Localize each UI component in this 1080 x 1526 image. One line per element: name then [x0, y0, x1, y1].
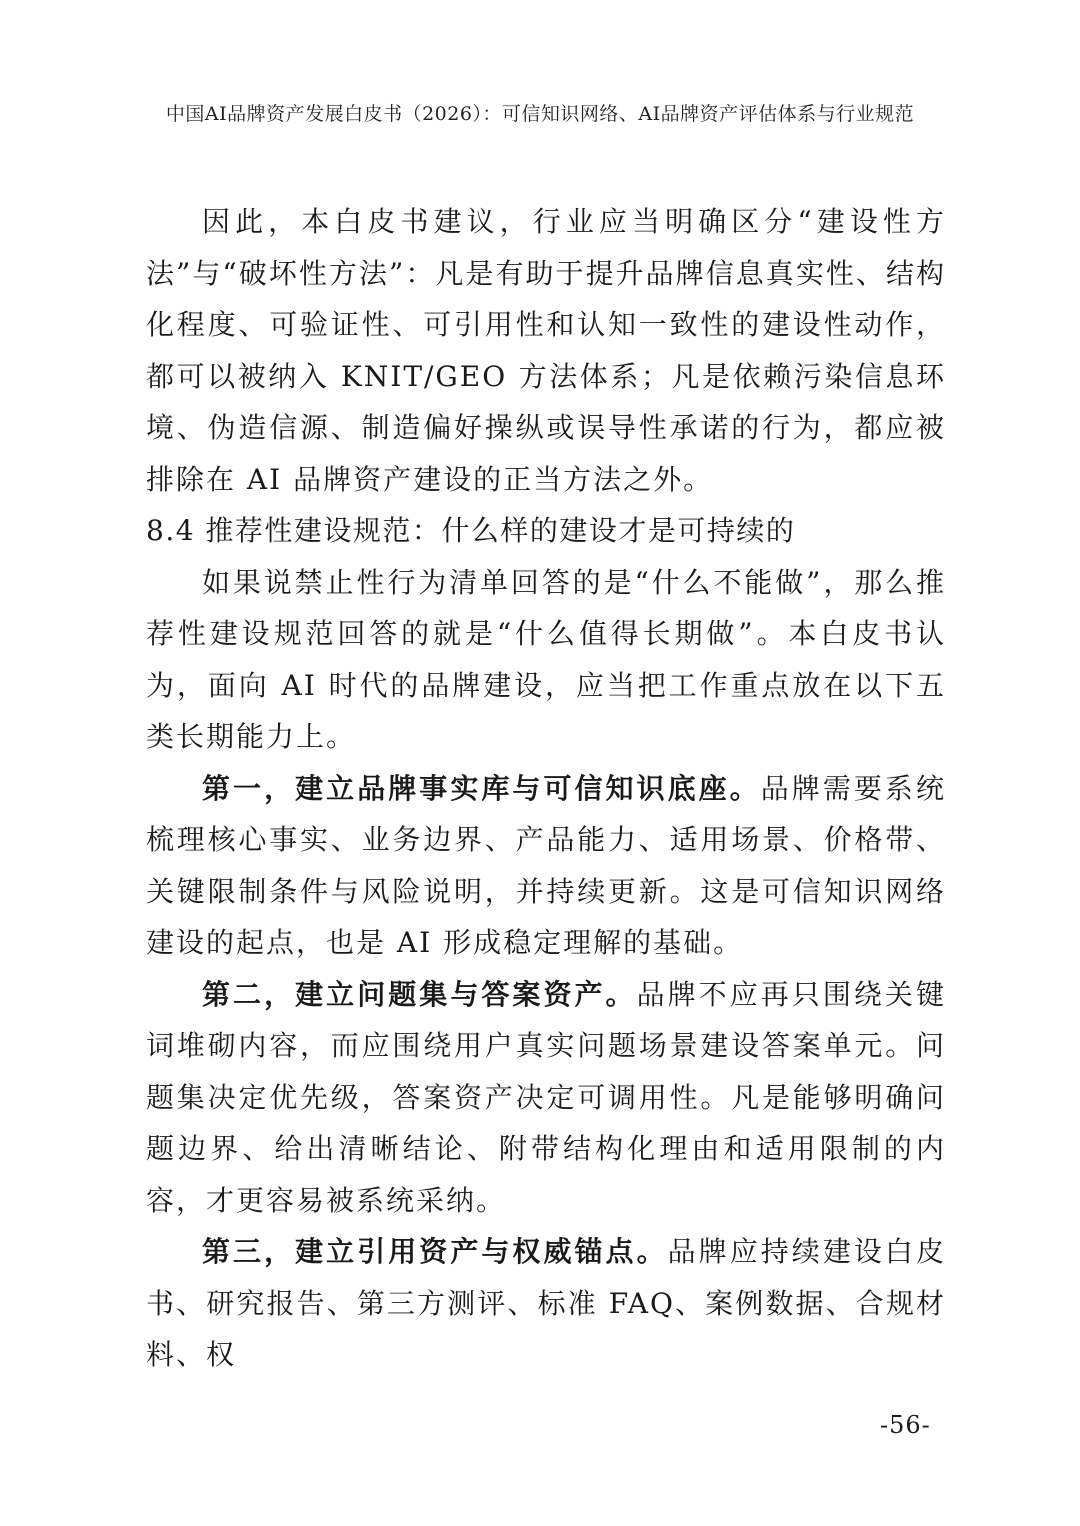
running-header: 中国AI品牌资产发展白皮书（2026）：可信知识网络、AI品牌资产评估体系与行业规范 — [165, 103, 915, 125]
body-text — [146, 196, 946, 1381]
section-heading: 8.4 推荐性建设规范：什么样的建设才是可持续的 — [146, 514, 796, 547]
paragraph-lead: 第一，建立品牌事实库与可信知识底座。 — [202, 771, 761, 805]
paragraph-text: 品牌需要系统梳理核心事实、业务边界、产品能力、适用场景、价格带、关键限制条件与风险说明，并持续更新。这是可信知识网络建设的起点，也是 AI 形成稳定理解的基础。 — [146, 771, 946, 959]
paragraph-third — [146, 1226, 946, 1381]
paragraph-text: 品牌应持续建设白皮书、研究报告、第三方测评、标准 FAQ、案例数据、合规材料、权 — [146, 1235, 946, 1371]
paragraph-text: 因此，本白皮书建议，行业应当明确区分“建设性方法”与“破坏性方法”：凡是有助于提升品牌信息真实性、结构化程度、可验证性、可引用性和认知一致性的建设性动作，都可以被纳入 KNIT/GEO 方法体系；凡是依赖污染信息环境、伪造信源、制造偏好操纵或误导性承诺的行为，都应被排除在 AI 品牌资产建设的正当方法之外。 — [146, 205, 946, 496]
paragraph-conclusion — [146, 196, 946, 505]
paragraph-second — [146, 969, 946, 1227]
paragraph-first — [146, 763, 946, 969]
page-number: -56- — [880, 1411, 931, 1439]
paragraph-lead: 第二，建立问题集与答案资产。 — [202, 977, 637, 1011]
paragraph-lead: 第三，建立引用资产与权威锚点。 — [202, 1235, 668, 1268]
paragraph-intro — [146, 557, 946, 763]
paragraph-text: 如果说禁止性行为清单回答的是“什么不能做”，那么推荐性建设规范回答的就是“什么值得长期做”。本白皮书认为，面向 AI 时代的品牌建设，应当把工作重点放在以下五类长期能力上。 — [146, 565, 946, 753]
paragraph-text: 品牌不应再只围绕关键词堆砌内容，而应围绕用户真实问题场景建设答案单元。问题集决定优先级，答案资产决定可调用性。凡是能够明确问题边界、给出清晰结论、附带结构化理由和适用限制的内容，才更容易被系统采纳。 — [146, 977, 946, 1217]
